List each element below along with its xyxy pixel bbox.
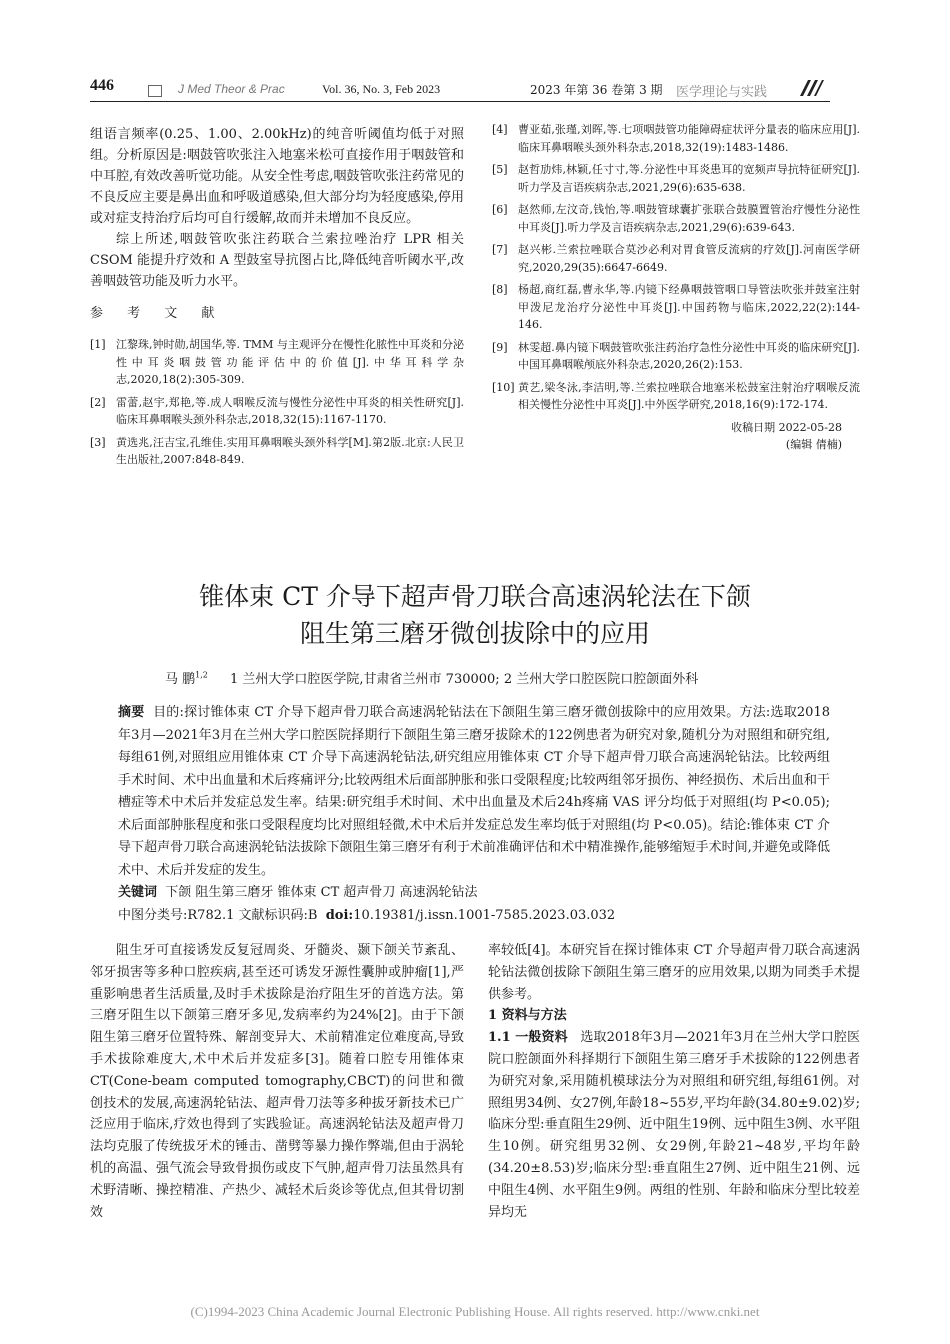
title-line: 阻生第三磨牙微创拔除中的应用: [299, 619, 650, 648]
reference-item: [2] 雷蕾,赵宇,郑艳,等.成人咽喉反流与慢性分泌性中耳炎的相关性研究[J].临床耳鼻咽喉头颈外科杂志,2018,32(15):1167-1170.: [90, 395, 464, 426]
doi-label: doi:: [325, 907, 354, 923]
classification-line: [118, 905, 830, 928]
running-header: [90, 77, 860, 102]
journal-logo-icon: [798, 78, 824, 98]
keywords-label: 关键词: [118, 885, 158, 900]
author-line: [165, 668, 698, 687]
journal-name-en: J Med Theor & Prac: [178, 82, 285, 96]
keywords: [118, 882, 830, 905]
keywords-text: 下颌 阻生第三磨牙 锥体束 CT 超声骨刀 高速涡轮钻法: [165, 885, 478, 900]
header-box-icon: [148, 85, 162, 97]
reference-item: [6] 赵然师,左汶奇,钱怡,等.咽鼓管球囊扩张联合鼓膜置管治疗慢性分泌性中耳炎[J].听力学及言语疾病杂志,2021,29(6):639-643.: [492, 203, 860, 234]
abstract: [118, 702, 830, 882]
reference-item: [10] 黄艺,梁冬泳,李洁明,等.兰索拉唑联合地塞米松鼓室注射治疗咽喉反流相关慢性分泌性中耳炎[J].中外医学研究,2018,16(9):172-174.: [492, 380, 860, 411]
article-title: [0, 578, 950, 652]
reference-item: [4] 曹亚茹,张瑾,刘晖,等.七项咽鼓管功能障碍症状评分量表的临床应用[J].临床耳鼻咽喉头颈外科杂志,2018,32(19):1483-1486.: [492, 123, 860, 154]
right-column-top: [492, 121, 860, 453]
intro-paragraph-cont: 率较低[4]。本研究旨在探讨锥体束 CT 介导超声骨刀联合高速涡轮钻法微创拔除下颌阻生第三磨牙的应用效果,以期为同类手术提供参考。: [488, 943, 860, 1002]
left-column-top: [90, 124, 464, 474]
copyright-footer: (C)1994-2023 China Academic Journal Electronic Publishing House. All rights reserved. http://www.cnki.net: [190, 1304, 760, 1319]
abstract-text: 目的:探讨锥体束 CT 介导下超声骨刀联合高速涡轮钻法在下颌阻生第三磨牙微创拔除中的应用效果。方法:选取2018年3月—2021年3月在兰州大学口腔医院择期行下颌阻生第三磨牙拔除术的122例患者为研究对象,随机分为对照组和研究组,每组61例,对照组应用锥体束 CT 介导下高速涡轮钻法,研究组应用锥体束 CT 介导下超声骨刀联合高速涡轮钻法。比较两组手术时间、术中出血量和术后疼痛评分;比较两组术后面部肿胀和张口受限程度;比较两组邻牙损伤、神经损伤、术后出血和干槽症等术中术后并发症总发生率。结果:研究组手术时间、术中出血量及术后24h疼痛 VAS 评分均低于对照组(均 P<0.05);术后面部肿胀程度和张口受限程度均比对照组轻微,术中术后并发症总发生率均低于对照组(均 P<0.05)。结论:锥体束 CT 介导下超声骨刀联合高速涡轮钻法拔除下颌阻生第三磨牙有利于术前准确评估和术中精准操作,能够缩短手术时间,并避免或降低术中、术后并发症的发生。: [118, 705, 830, 878]
received-date: 收稿日期 2022-05-28: [731, 420, 842, 434]
volume-info: Vol. 36, No. 3, Feb 2023: [322, 82, 441, 96]
reference-item: [1] 江黎珠,钟时勋,胡国华,等. TMM 与主观评分在慢性化脓性中耳炎和分泌性中耳炎咽鼓管功能评估中的价值[J].中华耳科学杂志,2020,18(2):305-309.: [90, 338, 464, 386]
subsection-heading: 1.1 一般资料: [488, 1030, 568, 1046]
intro-paragraph: 阻生牙可直接诱发反复冠周炎、牙髓炎、颞下颌关节紊乱、邻牙损害等多种口腔疾病,甚至还可诱发牙源性囊肿或肿瘤[1],严重影响患者生活质量,及时手术拔除是治疗阻生牙的首选方法。第三磨牙阻生以下颌第三磨牙多见,发病率约为24%[2]。由于下颌阻生第三磨牙位置特殊、解剖变异大、术前精准定位难度高,导致手术拔除难度大,术中术后并发症多[3]。随着口腔专用锥体束 CT(Cone-beam computed tomography,CBCT)的问世和微创技术的发展,高速涡轮钻法、超声骨刀法等多种拔牙新技术已广泛应用于临床,疗效也得到了实践验证。高速涡轮钻法及超声骨刀法均克服了传统拔牙术的锤击、凿劈等暴力操作弊端,但由于涡轮机的高温、强气流会导致骨损伤或皮下气肿,超声骨刀法虽然具有术野清晰、操控精准、产热少、减轻术后炎诊等优点,但其骨切割效: [90, 943, 464, 1220]
body-left-column: [90, 940, 464, 1223]
section-heading: 1 资料与方法: [488, 1008, 567, 1024]
reference-item: [5] 赵哲劢炜,林颖,任寸寸,等.分泌性中耳炎患耳的宽频声导抗特征研究[J].听力学及言语疾病杂志,2021,29(6):635-638.: [492, 163, 860, 194]
issue-info-cn: 2023 年第 36 卷第 3 期: [530, 83, 663, 97]
body-paragraph: 组语言频率(0.25、1.00、2.00kHz)的纯音听阈值均低于对照组。分析原因是:咽鼓管吹张注入地塞米松可直接作用于咽鼓管和中耳腔,有效改善听觉功能。从安全性考虑,咽鼓管吹张注药常见的不良反应主要是鼻出血和呼吸道感染,但大部分均为轻度感染,停用或对症支持治疗后均可自行缓解,故而并未增加不良反应。: [90, 127, 464, 226]
subsection-paragraph: [488, 1027, 860, 1223]
doi: 10.19381/j.issn.1001-7585.2023.03.032: [353, 907, 616, 923]
subsection-text: 选取2018年3月—2021年3月在兰州大学口腔医院口腔颌面外科择期行下颌阻生第三磨牙手术拔除的122例患者为研究对象,采用随机模球法分为对照组和研究组,每组61例。对照组男34例、女27例,年龄18~55岁,平均年龄(34.80±9.02)岁;临床分型:垂直阻生29例、近中阻生19例、远中阻生3例、水平阻生10例。研究组男32例、女29例,年龄21~48岁,平均年龄(34.20±8.53)岁;临床分型:垂直阻生27例、近中阻生21例、远中阻生4例、水平阻生9例。两组的性别、年龄和临床分型比较差异均无: [488, 1030, 860, 1220]
classification: 中图分类号:R782.1 文献标识码:B: [118, 907, 318, 923]
reference-item: [3] 黄选兆,汪吉宝,孔维佳.实用耳鼻咽喉头颈外科学[M].第2版.北京:人民卫生出版社,2007:848-849.: [90, 435, 464, 466]
reference-item: [8] 杨超,商红磊,曹永华,等.内镜下经鼻咽鼓管咽口导管法吹张并鼓室注射甲泼尼龙治疗分泌性中耳炎[J].中国药物与临床,2022,22(2):144-146.: [492, 283, 860, 331]
reference-item: [7] 赵兴彬.兰索拉唑联合莫沙必利对胃食管反流病的疗效[J].河南医学研究,2020,29(35):6647-6649.: [492, 243, 860, 274]
conclusion-paragraph: 综上所述,咽鼓管吹张注药联合兰索拉唑治疗 LPR 相关 CSOM 能提升疗效和 A 型鼓室导抗图占比,降低纯音听阈水平,改善咽鼓管功能及听力水平。: [90, 232, 464, 289]
author-name: 马 鹏: [165, 672, 196, 687]
body-right-column: [488, 940, 860, 1223]
affiliation: 1 兰州大学口腔医学院,甘肃省兰州市 730000; 2 兰州大学口腔医院口腔颌面外科: [230, 672, 699, 687]
author-superscript: 1,2: [195, 670, 208, 680]
abstract-label: 摘要: [118, 705, 145, 720]
reference-item: [9] 林雯超.鼻内镜下咽鼓管吹张注药治疗急性分泌性中耳炎的临床研究[J].中国耳鼻咽喉颅底外科杂志,2020,26(2):153.: [492, 340, 860, 371]
header-rule: [90, 101, 830, 102]
title-line: 锥体束 CT 介导下超声骨刀联合高速涡轮法在下颌: [199, 582, 751, 611]
page-number: 446: [90, 77, 114, 94]
journal-name-cn: 医学理论与实践: [676, 85, 768, 100]
editor-note: (编辑 倩楠): [785, 437, 842, 451]
references-title: 参 考 文 献: [90, 306, 225, 321]
abstract-block: [118, 702, 830, 927]
